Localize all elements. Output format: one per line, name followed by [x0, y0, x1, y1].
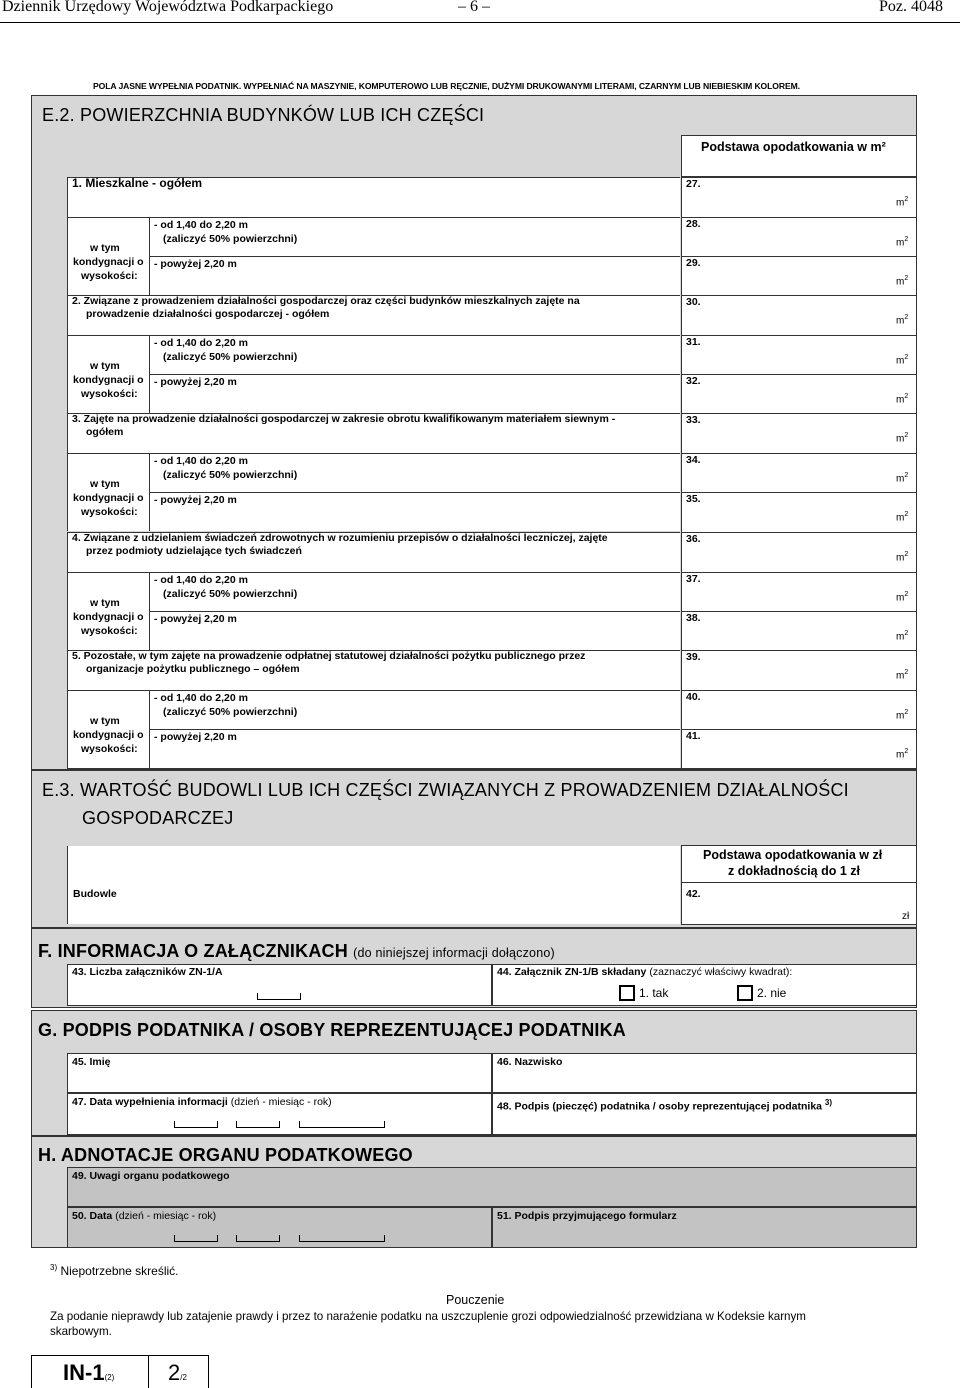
e2-group-4-sublabel-3: wysokości: [81, 625, 138, 637]
e2-field-31-cell[interactable] [681, 335, 917, 375]
field-50-label [72, 1210, 216, 1223]
f-title-note: (do niniejszej informacji dołączono) [353, 946, 555, 960]
footnote-sup: 3) [50, 1263, 58, 1272]
e2-field-34-cell[interactable] [681, 453, 917, 493]
unit-m: m [896, 552, 905, 564]
e2-group-3-low-label-1: - od 1,40 do 2,20 m [154, 455, 248, 467]
e2-group-3-low-label-2: (zaliczyć 50% powierzchni) [163, 469, 298, 481]
option-no[interactable] [737, 985, 786, 1001]
field-47-text: 47. Data wypełnienia informacji [72, 1096, 228, 1108]
unit-sup: 2 [904, 275, 909, 282]
fill-instruction: POLA JASNE WYPEŁNIA PODATNIK. WYPEŁNIAĆ NA MASZYNIE, KOMPUTEROWO LUB RĘCZNIE, DUŻYMI DRUKOWANYMI LITERAMI, CZARNYM LUB NIEBIESKIM KOLOREM. [93, 81, 800, 91]
field-47-month[interactable] [236, 1121, 280, 1128]
e2-group-2-sublabel-1: w tym [90, 360, 120, 372]
e2-field-30-unit [896, 314, 908, 326]
e2-group-5-low-label-2: (zaliczyć 50% powierzchni) [163, 706, 298, 718]
unit-sup: 2 [904, 630, 909, 637]
e2-field-36-cell[interactable] [681, 532, 917, 572]
e2-field-34-number: 34. [686, 454, 701, 466]
e2-field-30-number: 30. [686, 296, 701, 308]
unit-sup: 2 [904, 393, 909, 400]
field-45-label: 45. Imię [72, 1056, 111, 1068]
field-51-label: 51. Podpis przyjmującego formularz [497, 1210, 677, 1222]
field-50-month [236, 1235, 280, 1242]
e2-group-3-sublabel-2: kondygnacji o [73, 492, 144, 504]
unit-sup: 2 [904, 669, 909, 676]
e2-group-4-sublabel-2: kondygnacji o [73, 611, 144, 623]
e3-title-line2: GOSPODARCZEJ [82, 808, 234, 828]
unit-sup: 2 [904, 354, 909, 361]
e2-group-5-high-label: - powyżej 2,20 m [154, 731, 237, 743]
e2-group-4-title-2: przez podmioty udzielające tych świadczeń [86, 545, 302, 557]
e2-group-1-low-label-2: (zaliczyć 50% powierzchni) [163, 233, 298, 245]
option-no-label: 2. nie [757, 986, 787, 1000]
field-48-label [497, 1096, 832, 1114]
e2-group-4-high-label: - powyżej 2,20 m [154, 613, 237, 625]
e2-field-29-cell[interactable] [681, 256, 917, 296]
unit-m: m [896, 355, 905, 367]
e2-field-36-unit [896, 551, 908, 563]
e2-group-2-low-label-2: (zaliczyć 50% powierzchni) [163, 351, 298, 363]
e2-field-41-cell[interactable] [681, 729, 917, 769]
e2-group-2-title-2: prowadzenie działalności gospodarczej - ogółem [86, 308, 330, 320]
option-yes-label: 1. tak [639, 986, 669, 1000]
unit-m: m [896, 670, 905, 682]
h-title: H. ADNOTACJE ORGANU PODATKOWEGO [38, 1145, 413, 1165]
unit-sup: 2 [904, 196, 909, 203]
e2-group-3-title-2: ogółem [86, 426, 124, 438]
e2-title: E.2. POWIERZCHNIA BUDYNKÓW LUB ICH CZĘŚCI [42, 105, 485, 125]
unit-sup: 2 [904, 748, 909, 755]
e3-base-header-1: Podstawa opodatkowania w zł [703, 848, 883, 862]
field-44-note: (zaznaczyć właściwy kwadrat): [649, 966, 793, 978]
e2-field-40-unit [896, 709, 908, 721]
header-rule [0, 22, 960, 23]
field-43-label: 43. Liczba załączników ZN-1/A [72, 966, 223, 978]
form-code-sub: (2) [104, 1373, 115, 1382]
unit-sup: 2 [904, 314, 909, 321]
e2-group-1-sublabel-1: w tym [90, 242, 120, 254]
footnote [50, 1263, 179, 1278]
e2-field-33-cell[interactable] [681, 413, 917, 453]
e2-group-5-title: 5. Pozostałe, w tym zajęte na prowadzenie odpłatnej statutowej działalności pożytku publicznego przez [72, 650, 586, 662]
field-46-label: 46. Nazwisko [497, 1056, 563, 1068]
unit-sup: 2 [904, 511, 909, 518]
field-48-text: 48. Podpis (pieczęć) podatnika / osoby reprezentującej podatnika [497, 1100, 822, 1113]
e2-field-34-unit [896, 472, 908, 484]
e2-field-39-number: 39. [686, 651, 701, 663]
form-code [63, 1360, 114, 1386]
e2-group-4-low-label-1: - od 1,40 do 2,20 m [154, 574, 248, 586]
e2-field-38-number: 38. [686, 612, 701, 624]
e2-group-5-low-label-1: - od 1,40 do 2,20 m [154, 692, 248, 704]
e2-field-31-unit [896, 354, 908, 366]
footnote-text: Niepotrzebne skreślić. [60, 1264, 179, 1278]
e2-group-1-sublabel-2: kondygnacji o [73, 256, 144, 268]
e2-field-37-number: 37. [686, 573, 701, 585]
e2-field-27-unit [896, 196, 908, 208]
unit-sup: 2 [904, 591, 909, 598]
field-44-label [497, 966, 792, 979]
e2-group-2-sublabel-2: kondygnacji o [73, 374, 144, 386]
e2-field-37-cell[interactable] [681, 572, 917, 612]
e2-field-41-number: 41. [686, 730, 701, 742]
position-number: Poz. 4048 [879, 0, 943, 15]
e2-field-35-cell[interactable] [681, 492, 917, 532]
checkbox-yes[interactable] [619, 985, 635, 1001]
e2-field-38-unit [896, 630, 908, 642]
unit-m: m [896, 276, 905, 288]
unit-m: m [896, 710, 905, 722]
form-code-text: IN-1 [63, 1360, 105, 1385]
e2-group-1-high-label: - powyżej 2,20 m [154, 258, 237, 270]
pouczenie-title: Pouczenie [446, 1293, 505, 1307]
f-title-main: F. INFORMACJA O ZAŁĄCZNIKACH [38, 941, 348, 961]
e2-field-37-unit [896, 591, 908, 603]
e2-field-28-number: 28. [686, 218, 701, 230]
field-43-input[interactable] [257, 993, 301, 1000]
field-50-year [299, 1235, 385, 1242]
field-47-day[interactable] [174, 1121, 218, 1128]
e2-field-35-unit [896, 511, 908, 523]
e2-field-39-cell[interactable] [681, 650, 917, 690]
e3-title-line1: E.3. WARTOŚĆ BUDOWLI LUB ICH CZĘŚCI ZWIĄZANYCH Z PROWADZENIEM DZIAŁALNOŚCI [42, 780, 849, 800]
e2-group-5-sublabel-1: w tym [90, 715, 120, 727]
e2-field-29-unit [896, 275, 908, 287]
e2-field-33-unit [896, 432, 908, 444]
e2-bottom-rule [67, 768, 917, 769]
e2-group-3-title: 3. Zajęte na prowadzenie działalności gospodarczej w zakresie obrotu kwalifikowanym materiałem siewnym - [72, 413, 616, 425]
e2-field-35-number: 35. [686, 493, 701, 505]
e2-group-4-title: 4. Związane z udzielaniem świadczeń zdrowotnych w rozumieniu przepisów o działalności leczniczej, zajęte [72, 532, 608, 544]
e2-field-32-number: 32. [686, 375, 701, 387]
g-title: G. PODPIS PODATNIKA / OSOBY REPREZENTUJĄCEJ PODATNIKA [38, 1020, 627, 1040]
unit-m: m [896, 433, 905, 445]
e2-field-28-cell[interactable] [681, 217, 917, 257]
e2-field-39-unit [896, 669, 908, 681]
unit-m: m [896, 473, 905, 485]
e2-group-1-sublabel-3: wysokości: [81, 270, 138, 282]
e3-base-header-2: z dokładnością do 1 zł [728, 864, 860, 878]
e2-field-32-unit [896, 393, 908, 405]
form-page-sub: /2 [180, 1373, 187, 1382]
e3-divider [681, 882, 917, 883]
e2-field-40-cell[interactable] [681, 690, 917, 730]
pouczenie-text-2: skarbowym. [50, 1325, 112, 1338]
unit-m: m [896, 592, 905, 604]
form-page-text: 2 [168, 1360, 181, 1385]
e2-group-4-sublabel-1: w tym [90, 597, 120, 609]
e2-field-27-cell[interactable] [681, 177, 917, 217]
form-id-divider [148, 1355, 149, 1388]
unit-sup: 2 [904, 551, 909, 558]
e2-group-5-title-2: organizacje pożytku publicznego – ogółem [86, 663, 300, 675]
option-yes[interactable] [619, 985, 668, 1001]
e2-group-5-sublabel-3: wysokości: [81, 743, 138, 755]
e3-row-label: Budowle [73, 888, 117, 900]
field-49-label: 49. Uwagi organu podatkowego [72, 1170, 230, 1182]
e3-unit: zł [902, 911, 910, 922]
unit-sup: 2 [904, 236, 909, 243]
e2-group-2-low-label-1: - od 1,40 do 2,20 m [154, 337, 248, 349]
e2-group-2-sublabel-3: wysokości: [81, 388, 138, 400]
e2-group-4-low-label-2: (zaliczyć 50% powierzchni) [163, 588, 298, 600]
e2-field-30-cell[interactable] [681, 295, 917, 335]
unit-m: m [896, 749, 905, 761]
e2-group-3-high-label: - powyżej 2,20 m [154, 494, 237, 506]
field-50-note: (dzień - miesiąc - rok) [115, 1210, 217, 1222]
e2-field-38-cell[interactable] [681, 611, 917, 651]
unit-m: m [896, 315, 905, 327]
e2-group-1-low-label-1: - od 1,40 do 2,20 m [154, 219, 248, 231]
page-number: – 6 – [458, 0, 490, 15]
e2-group-2-high-label: - powyżej 2,20 m [154, 376, 237, 388]
field-44-text: 44. Załącznik ZN-1/B składany [497, 966, 647, 978]
unit-m: m [896, 394, 905, 406]
field-50-day [174, 1235, 218, 1242]
unit-m: m [896, 512, 905, 524]
form-page [168, 1360, 187, 1386]
unit-sup: 2 [904, 709, 909, 716]
unit-sup: 2 [904, 432, 909, 439]
e3-row [67, 846, 680, 924]
field-50-text: 50. Data [72, 1210, 113, 1222]
e2-field-27-number: 27. [686, 178, 701, 190]
e2-group-1-title: 1. Mieszkalne - ogółem [72, 176, 203, 190]
field-45[interactable] [67, 1053, 492, 1093]
e2-field-33-number: 33. [686, 414, 701, 426]
field-47-year[interactable] [299, 1121, 385, 1128]
e2-field-41-unit [896, 748, 908, 760]
e2-field-32-cell[interactable] [681, 374, 917, 414]
e2-group-2-title: 2. Związane z prowadzeniem działalności gospodarczej oraz części budynków mieszkalnych zajęte na [72, 295, 580, 307]
unit-m: m [896, 197, 905, 209]
e2-group-5-sublabel-2: kondygnacji o [73, 729, 144, 741]
e2-group-3-sublabel-1: w tym [90, 478, 120, 490]
e2-base-header: Podstawa opodatkowania w m² [701, 140, 886, 154]
e2-field-29-number: 29. [686, 257, 701, 269]
unit-m: m [896, 237, 905, 249]
field-47-note: (dzień - miesiąc - rok) [230, 1096, 332, 1108]
e2-field-31-number: 31. [686, 336, 701, 348]
e2-field-28-unit [896, 236, 908, 248]
f-title [38, 941, 555, 962]
journal-title: Dziennik Urzędowy Województwa Podkarpackiego [2, 0, 334, 15]
unit-sup: 2 [904, 472, 909, 479]
pouczenie-text-1: Za podanie nieprawdy lub zatajenie prawdy i przez to narażenie podatku na uszczuplenie grozi odpowiedzialność przewidziana w Kodeksie karnym [50, 1310, 806, 1323]
checkbox-no[interactable] [737, 985, 753, 1001]
field-47-label [72, 1096, 332, 1109]
e3-field-number: 42. [686, 888, 701, 900]
e2-field-36-number: 36. [686, 533, 701, 545]
unit-m: m [896, 631, 905, 643]
field-48-sup: 3) [824, 1098, 833, 1107]
e2-group-3-sublabel-3: wysokości: [81, 506, 138, 518]
e2-field-40-number: 40. [686, 691, 701, 703]
